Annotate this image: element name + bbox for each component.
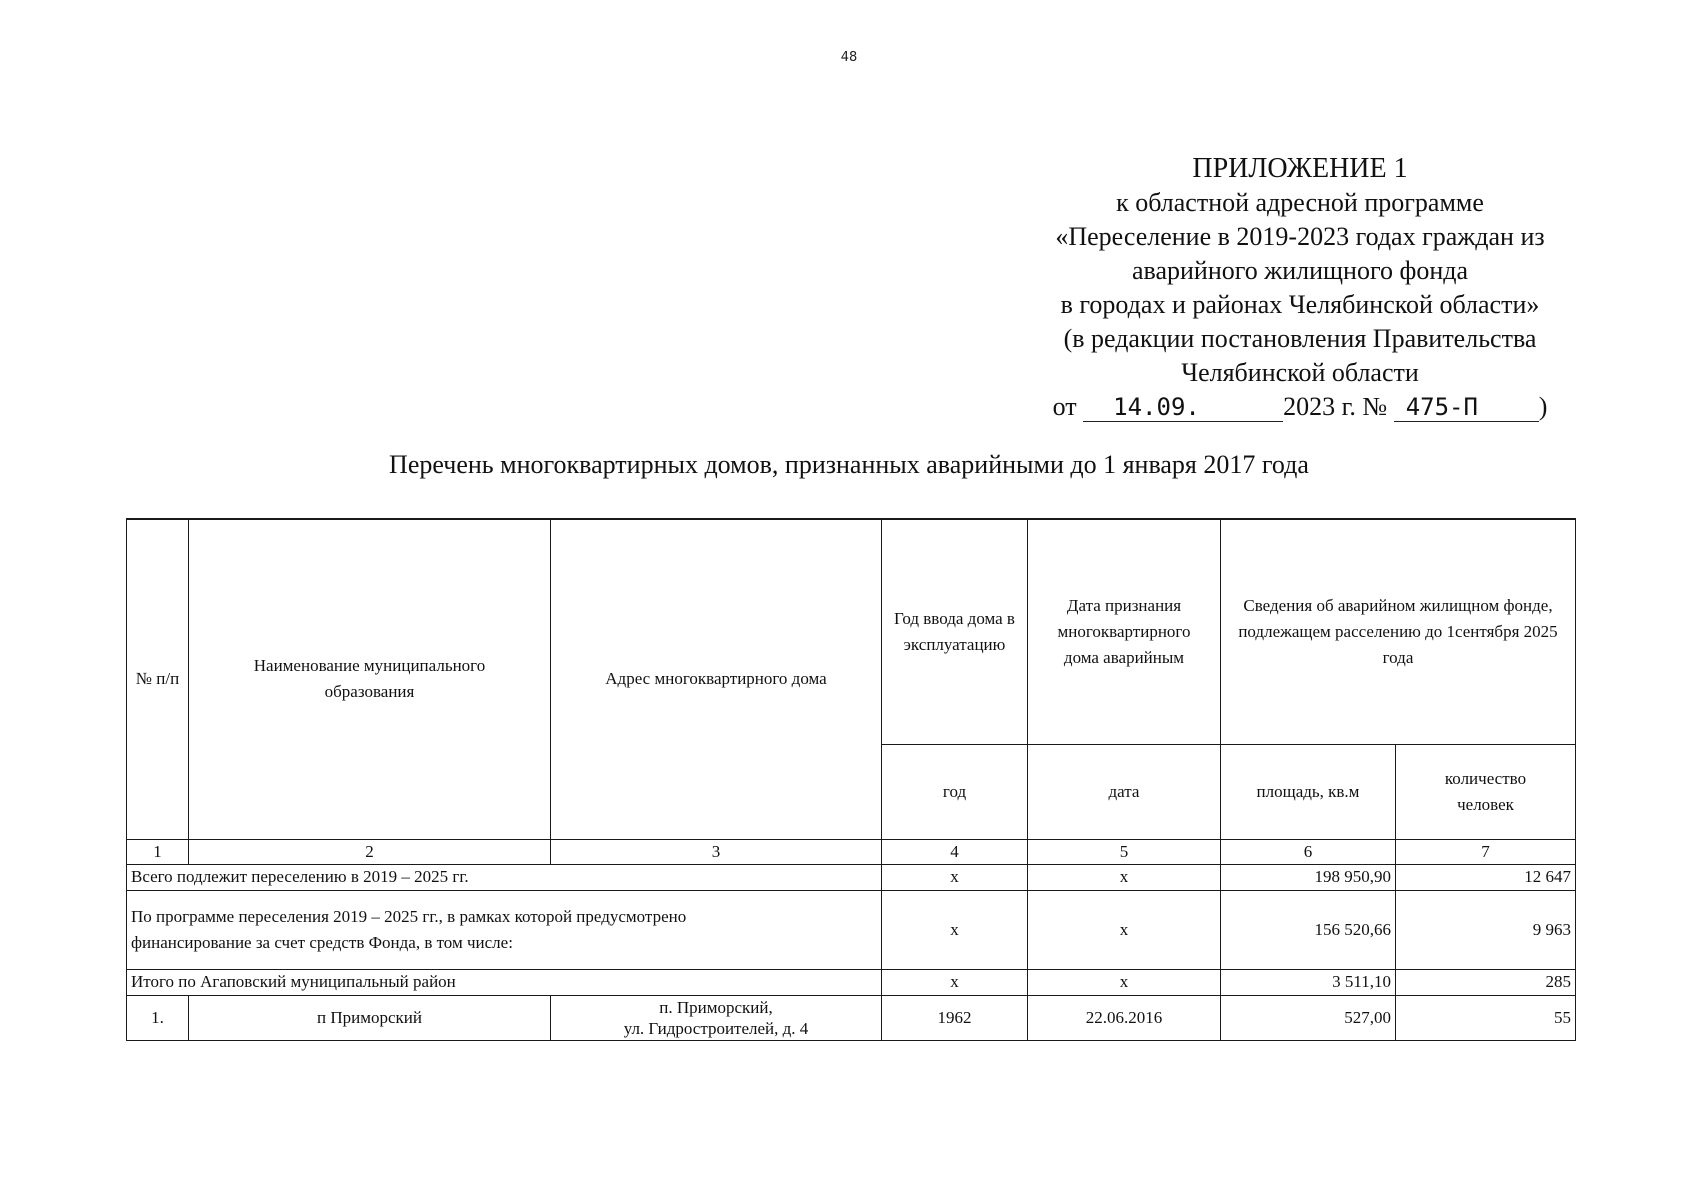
row-people: 55: [1396, 995, 1576, 1040]
summary-area: 156 520,66: [1221, 890, 1396, 969]
row-num: 1.: [127, 995, 189, 1040]
appendix-line: аварийного жилищного фонда: [1131, 256, 1469, 285]
summary-label: По программе переселения 2019 – 2025 гг., в рамках которой предусмотрено финансирование за счет средств Фонда, в том числе:: [127, 890, 882, 969]
column-number: 5: [1028, 839, 1221, 864]
row-municipality: п Приморский: [189, 995, 551, 1040]
column-number: 3: [551, 839, 882, 864]
decree-line: [1000, 390, 1600, 424]
row-date: 22.06.2016: [1028, 995, 1221, 1040]
appendix-line: Челябинской области: [1181, 358, 1419, 387]
column-number: 6: [1221, 839, 1396, 864]
header-address: Адрес многоквартирного дома: [551, 519, 882, 839]
summary-year: х: [882, 890, 1028, 969]
subheader-area: площадь, кв.м: [1221, 744, 1396, 839]
header-date-recognition: Дата признания многоквартирного дома аварийным: [1028, 519, 1221, 744]
list-title: Перечень многоквартирных домов, признанных аварийными до 1 января 2017 года: [389, 450, 1309, 479]
appendix-header: [1000, 152, 1600, 424]
appendix-line: в городах и районах Челябинской области»: [1060, 290, 1540, 319]
column-number: 2: [189, 839, 551, 864]
subheader-year: год: [882, 744, 1028, 839]
summary-row-total: [127, 864, 1576, 890]
appendix-title: ПРИЛОЖЕНИЕ 1: [1192, 153, 1408, 184]
column-numbers-row: [127, 839, 1576, 864]
subheader-date: дата: [1028, 744, 1221, 839]
summary-label: Итого по Агаповский муниципальный район: [127, 969, 882, 995]
decree-number: 475-П: [1394, 393, 1539, 422]
column-number: 1: [127, 839, 189, 864]
column-number: 4: [882, 839, 1028, 864]
row-area: 527,00: [1221, 995, 1396, 1040]
summary-date: х: [1028, 890, 1221, 969]
summary-date: х: [1028, 969, 1221, 995]
summary-people: 285: [1396, 969, 1576, 995]
table-row: [127, 995, 1576, 1040]
row-address-line: ул. Гидростроителей, д. 4: [623, 1018, 809, 1038]
summary-area: 3 511,10: [1221, 969, 1396, 995]
header-info: Сведения об аварийном жилищном фонде, подлежащем расселению до 1сентября 2025 года: [1221, 519, 1576, 744]
decree-year: 2023 г. №: [1283, 392, 1388, 421]
summary-year: х: [882, 864, 1028, 890]
row-year: 1962: [882, 995, 1028, 1040]
summary-date: х: [1028, 864, 1221, 890]
header-year-commission: Год ввода дома в эксплуатацию: [882, 519, 1028, 744]
subheader-people: количество человек: [1396, 744, 1576, 839]
summary-people: 9 963: [1396, 890, 1576, 969]
summary-year: х: [882, 969, 1028, 995]
decree-date: 14.09.: [1083, 393, 1283, 422]
page-number: 48: [840, 50, 858, 65]
appendix-line: к областной адресной программе: [1116, 188, 1484, 217]
row-address-line: п. Приморский,: [659, 997, 773, 1017]
summary-row-district: [127, 969, 1576, 995]
decree-suffix: ): [1538, 392, 1548, 421]
column-number: 7: [1396, 839, 1576, 864]
header-num: № п/п: [127, 519, 189, 839]
summary-area: 198 950,90: [1221, 864, 1396, 890]
appendix-line: (в редакции постановления Правительства: [1063, 324, 1537, 353]
summary-label: Всего подлежит переселению в 2019 – 2025 гг.: [127, 864, 882, 890]
summary-people: 12 647: [1396, 864, 1576, 890]
decree-prefix: от: [1052, 392, 1077, 421]
houses-table: [126, 518, 1576, 1041]
summary-row-program: [127, 890, 1576, 969]
row-address: [551, 995, 882, 1040]
header-municipality: Наименование муниципального образования: [189, 519, 551, 839]
appendix-line: «Переселение в 2019-2023 годах граждан из: [1055, 222, 1545, 251]
header-row: [127, 519, 1576, 744]
